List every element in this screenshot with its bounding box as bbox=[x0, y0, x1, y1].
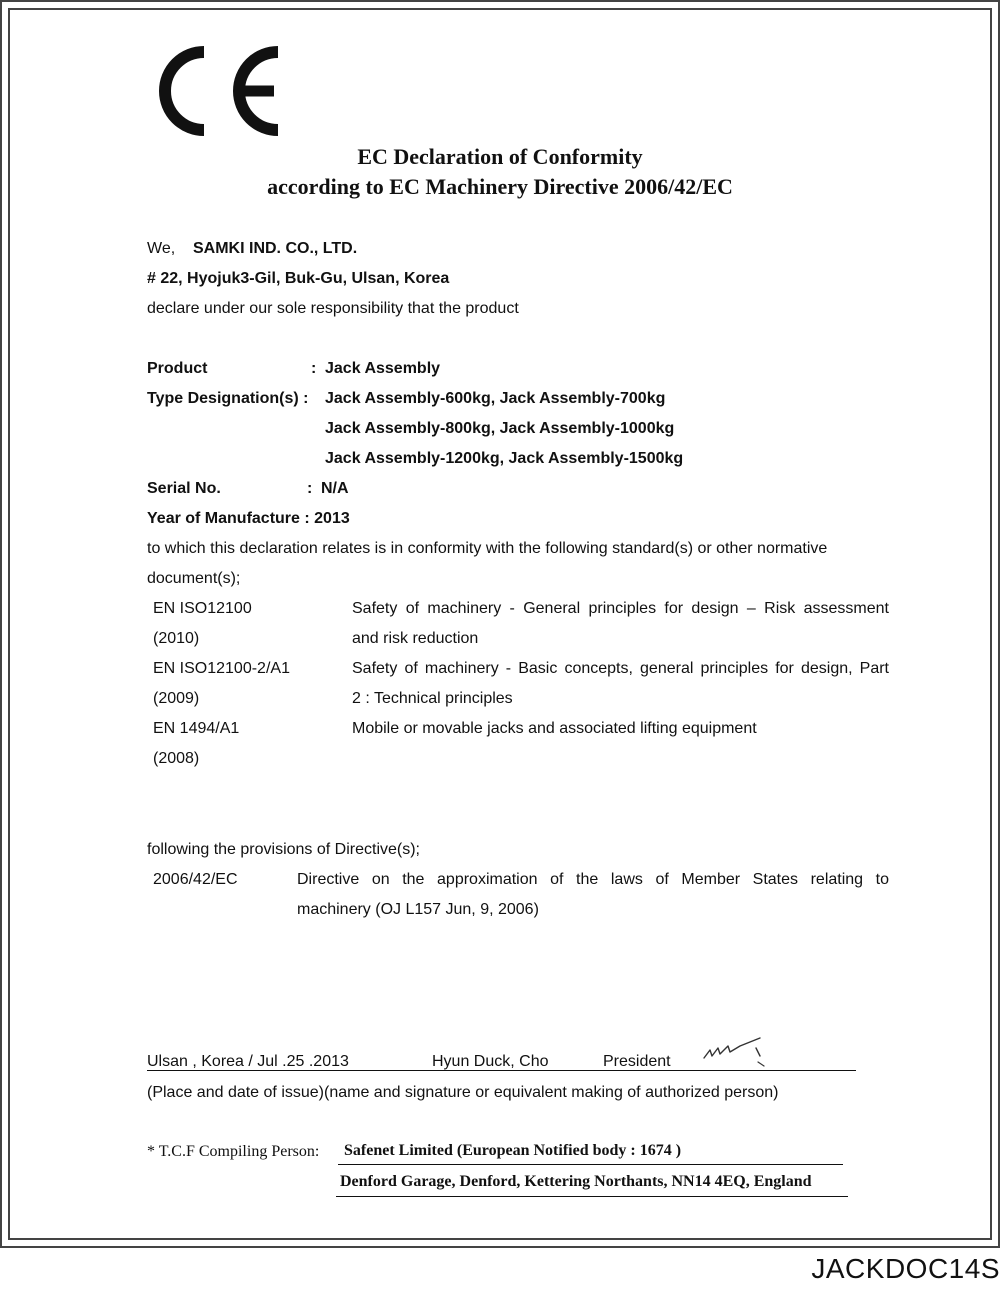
document-subtitle: according to EC Machinery Directive 2006/42/EC bbox=[267, 174, 733, 199]
standard-year: (2008) bbox=[153, 750, 200, 767]
ce-mark-logo bbox=[144, 42, 284, 140]
tcf-underline bbox=[336, 1196, 848, 1197]
type-designation-label: Type Designation(s) : bbox=[147, 390, 309, 407]
tcf-label: * T.C.F Compiling Person: bbox=[147, 1143, 320, 1160]
declaration-statement: declare under our sole responsibility that the product bbox=[147, 300, 519, 317]
type-designation-line: Jack Assembly-800kg, Jack Assembly-1000kg bbox=[325, 420, 675, 437]
document-title: EC Declaration of Conformity bbox=[357, 144, 643, 169]
signature-caption: (Place and date of issue)(name and signature or equivalent making of authorized person) bbox=[147, 1084, 779, 1101]
standard-code: EN ISO12100-2/A1 bbox=[153, 660, 290, 677]
serial-value: N/A bbox=[321, 480, 349, 497]
standard-description-cont: and risk reduction bbox=[352, 630, 479, 647]
conformity-statement-cont: document(s); bbox=[147, 570, 241, 587]
standard-description: Safety of machinery - General principles for design – Risk assessment bbox=[352, 600, 889, 617]
serial-label: Serial No. bbox=[147, 480, 221, 497]
tcf-company: Safenet Limited (European Notified body : 1674 ) bbox=[344, 1142, 682, 1159]
serial-colon: : bbox=[307, 480, 313, 497]
product-colon: : bbox=[311, 360, 317, 377]
signatory-name: Hyun Duck, Cho bbox=[432, 1053, 549, 1070]
company-name: SAMKI IND. CO., LTD. bbox=[193, 240, 358, 257]
standard-year: (2010) bbox=[153, 630, 200, 647]
we-label: We, bbox=[147, 240, 176, 257]
standard-description: Mobile or movable jacks and associated lifting equipment bbox=[352, 720, 757, 737]
standard-code: EN ISO12100 bbox=[153, 600, 252, 617]
directive-description: Directive on the approximation of the laws of Member States relating to bbox=[297, 871, 889, 888]
handwritten-signature bbox=[700, 1036, 770, 1070]
type-designation-line: Jack Assembly-600kg, Jack Assembly-700kg bbox=[325, 390, 666, 407]
directives-intro: following the provisions of Directive(s); bbox=[147, 841, 420, 858]
signatory-position: President bbox=[603, 1053, 671, 1070]
year-of-manufacture: Year of Manufacture : 2013 bbox=[147, 510, 350, 527]
standard-year: (2009) bbox=[153, 690, 200, 707]
company-address: # 22, Hyojuk3-Gil, Buk-Gu, Ulsan, Korea bbox=[147, 270, 450, 287]
product-value: Jack Assembly bbox=[325, 360, 441, 377]
standard-code: EN 1494/A1 bbox=[153, 720, 240, 737]
tcf-address: Denford Garage, Denford, Kettering Northants, NN14 4EQ, England bbox=[340, 1173, 812, 1190]
product-label: Product bbox=[147, 360, 208, 377]
conformity-statement: to which this declaration relates is in conformity with the following standard(s) or other normative bbox=[147, 540, 828, 557]
standard-description: Safety of machinery - Basic concepts, general principles for design, Part bbox=[352, 660, 889, 677]
directive-code: 2006/42/EC bbox=[153, 871, 238, 888]
document-code: JACKDOC14S bbox=[811, 1253, 1000, 1284]
type-designation-line: Jack Assembly-1200kg, Jack Assembly-1500kg bbox=[325, 450, 684, 467]
directive-description-cont: machinery (OJ L157 Jun, 9, 2006) bbox=[297, 901, 539, 918]
place-and-date: Ulsan , Korea / Jul .25 .2013 bbox=[147, 1053, 349, 1070]
standard-description-cont: 2 : Technical principles bbox=[352, 690, 513, 707]
tcf-underline bbox=[338, 1164, 843, 1165]
